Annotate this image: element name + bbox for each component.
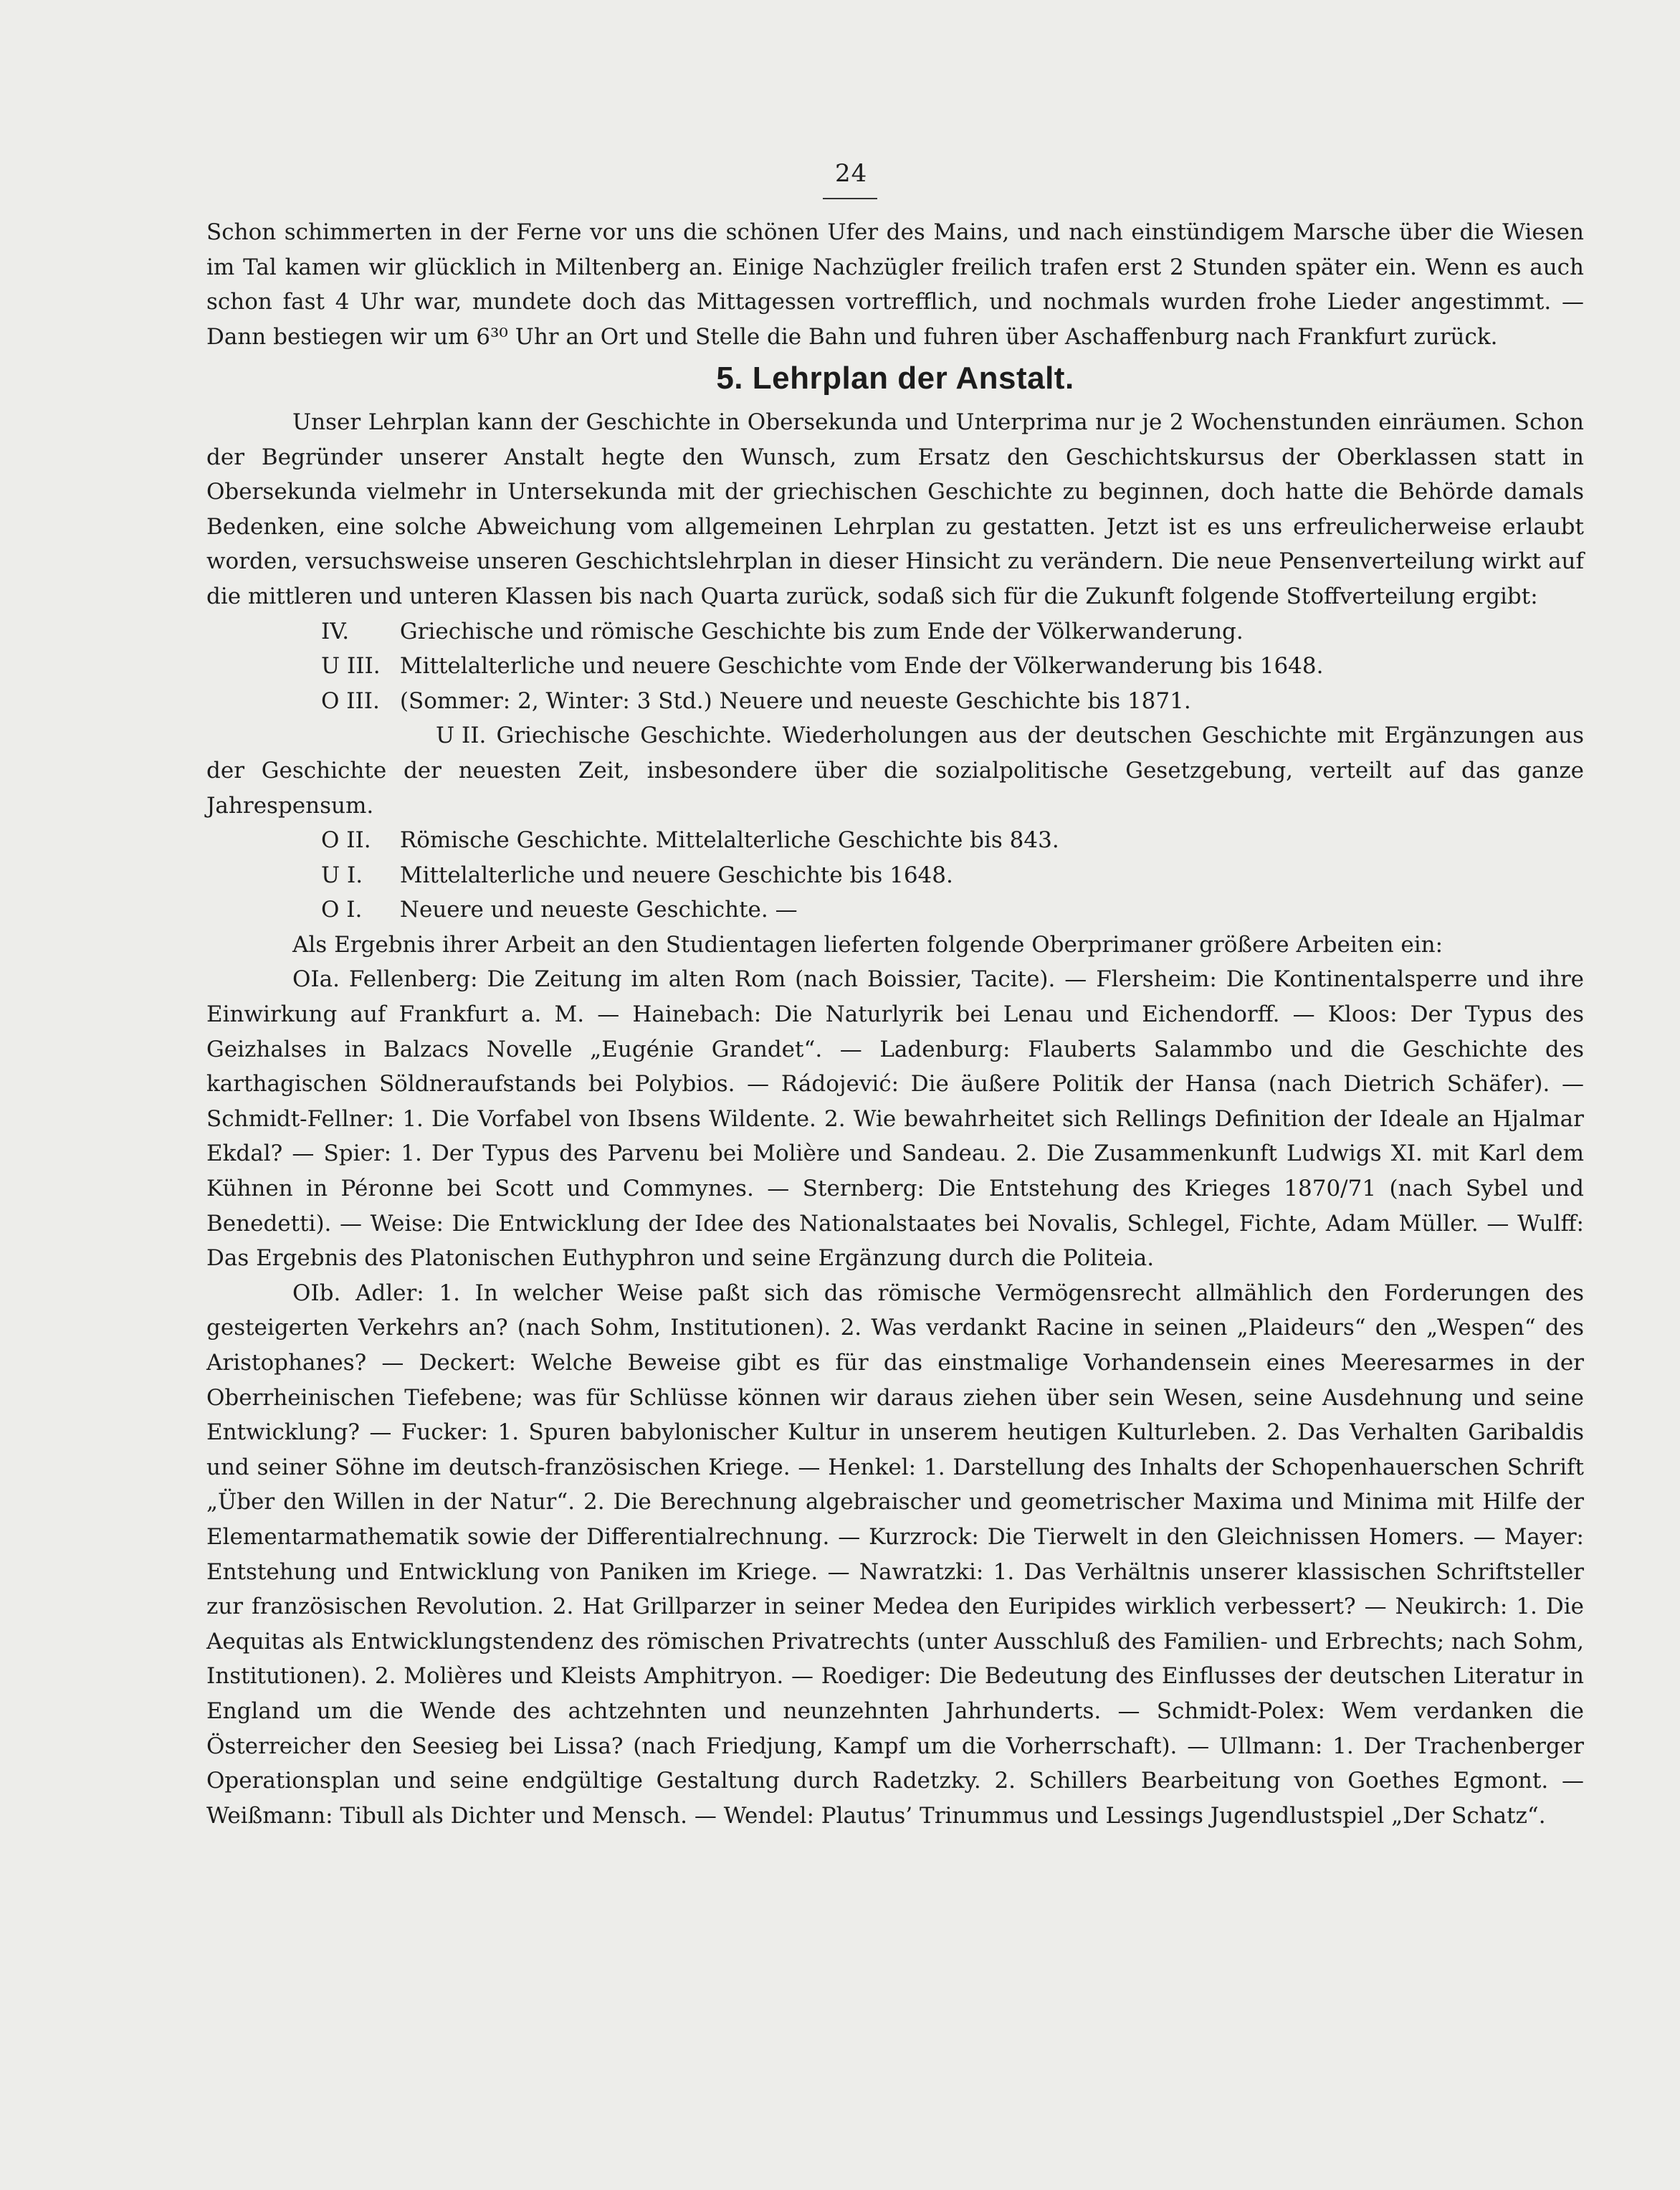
lehrplan-paragraph: Unser Lehrplan kann der Geschichte in Obersekunda und Unterprima nur je 2 Wochenstunden einräumen. Schon der Begründer unserer Anstalt hegte den Wunsch, zum Ersatz den Geschichtskursus der Oberklassen statt in Obersekunda vielmehr in Untersekunda mit der griechischen Geschichte zu beginnen, doch hatte die Behörde damals Bedenken, eine solche Abweichung vom allgemeinen Lehrplan zu gestatten. Jetzt ist es uns erfreulicherweise erlaubt worden, versuchsweise unseren Geschichtslehrplan in dieser Hinsicht zu verändern. Die neue Pensenverteilung wirkt auf die mittleren und unteren Klassen bis nach Quarta zurück, sodaß sich für die Zukunft folgende Stoffverteilung ergibt: [206, 409, 1584, 609]
course-text: Neuere und neueste Geschichte. — [399, 897, 798, 923]
course-list [206, 614, 1584, 928]
course-item [206, 649, 1584, 684]
arbeiten-intro: Als Ergebnis ihrer Arbeit an den Studientagen lieferten folgende Oberprimaner größere Arbeiten ein: [292, 931, 1443, 958]
course-item [206, 858, 1584, 893]
course-code: O III. [321, 687, 380, 714]
course-code: U I. [321, 862, 363, 888]
page-number: 24 [835, 159, 868, 188]
course-text: Griechische und römische Geschichte bis zum Ende der Völkerwanderung. [399, 618, 1244, 644]
page-number-rule [823, 198, 877, 199]
course-item [206, 684, 1584, 719]
course-text: Mittelalterliche und neuere Geschichte vom Ende der Völkerwanderung bis 1648. [399, 653, 1324, 680]
course-item [206, 718, 1584, 823]
course-code: U II. [436, 723, 487, 749]
course-item [206, 892, 1584, 928]
course-item [206, 823, 1584, 858]
course-text: Römische Geschichte. Mittelalterliche Geschichte bis 843. [399, 827, 1059, 854]
olb-paragraph: OIb. Adler: 1. In welcher Weise paßt sich das römische Vermögensrecht allmählich den Forderungen des gesteigerten Verkehrs an? (nach Sohm, Institutionen). 2. Was verdankt Racine in seinen „Plaideurs“ den „Wespen“ des Aristophanes? — Deckert: Welche Beweise gibt es für das einstmalige Vorhandensein eines Meeresarmes in der Oberrheinischen Tiefebene; was für Schlüsse können wir daraus ziehen über sein Wesen, seine Ausdehnung und seine Entwicklung? — Fucker: 1. Spuren babylonischer Kultur in unserem heutigen Kulturleben. 2. Das Verhalten Garibaldis und seiner Söhne im deutsch-französischen Kriege. — Henkel: 1. Darstellung des Inhalts der Schopenhauerschen Schrift „Über den Willen in der Natur“. 2. Die Berechnung algebraischer und geometrischer Maxima und Minima mit Hilfe der Elementarmathematik sowie der Differentialrechnung. — Kurzrock: Die Tierwelt in den Gleichnissen Homers. — Mayer: Entstehung und Entwicklung von Paniken im Kriege. — Nawratzki: 1. Das Verhältnis unserer klassischen Schriftsteller zur französischen Revolution. 2. Hat Grillparzer in seiner Medea den Euripides wirklich verbessert? — Neukirch: 1. Die Aequitas als Entwicklungstendenz des römischen Privatrechts (unter Ausschluß des Familien- und Erbrechts; nach Sohm, Institutionen). 2. Molières und Kleists Amphitryon. — Roediger: Die Bedeutung des Einflusses der deutschen Literatur in England um die Wende des achtzehnten und neunzehnten Jahrhunderts. — Schmidt-Polex: Wem verdanken die Österreicher den Seesieg bei Lissa? (nach Friedjung, Kampf um die Vorherrschaft). — Ullmann: 1. Der Trachenberger Operationsplan und seine endgültige Gestaltung durch Radetzky. 2. Schillers Bearbeitung von Goethes Egmont. — Weißmann: Tibull als Dichter und Mensch. — Wendel: Plautus’ Trinummus und Lessings Jugendlustspiel „Der Schatz“. [206, 1280, 1584, 1829]
intro-paragraph: Schon schimmerten in der Ferne vor uns die schönen Ufer des Mains, und nach einstündigem Marsche über die Wiesen im Tal kamen wir glücklich in Miltenberg an. Einige Nachzügler freilich trafen erst 2 Stunden später ein. Wenn es auch schon fast 4 Uhr war, mundete doch das Mittagessen vortrefflich, und nochmals wurden frohe Lieder angestimmt. — Dann bestiegen wir um 6³⁰ Uhr an Ort und Stelle die Bahn und fuhren über Aschaffenburg nach Frankfurt zurück. [206, 219, 1584, 350]
course-text: Griechische Geschichte. Wiederholungen aus der deutschen Geschichte mit Ergänzungen aus der Geschichte der neuesten Zeit, insbesondere über die sozialpolitische Gesetzgebung, verteilt auf das ganze Jahrespensum. [206, 723, 1584, 819]
page-body [206, 215, 1584, 1833]
course-code: U III. [321, 653, 381, 680]
course-code: O II. [321, 827, 371, 854]
course-code: O I. [321, 897, 363, 923]
section-heading: 5. Lehrplan der Anstalt. [716, 361, 1074, 396]
course-text: (Sommer: 2, Winter: 3 Std.) Neuere und neueste Geschichte bis 1871. [399, 687, 1191, 714]
course-text: Mittelalterliche und neuere Geschichte bis 1648. [399, 862, 953, 888]
ola-paragraph: OIa. Fellenberg: Die Zeitung im alten Rom (nach Boissier, Tacite). — Flersheim: Die Kontinentalsperre und ihre Einwirkung auf Frankfurt a. M. — Hainebach: Die Naturlyrik bei Lenau und Eichendorff. — Kloos: Der Typus des Geizhalses in Balzacs Novelle „Eugénie Grandet“. — Ladenburg: Flauberts Salammbo und die Geschichte des karthagischen Söldneraufstands bei Polybios. — Rádojević: Die äußere Politik der Hansa (nach Dietrich Schäfer). — Schmidt-Fellner: 1. Die Vorfabel von Ibsens Wildente. 2. Wie bewahrheitet sich Rellings Definition der Ideale an Hjalmar Ekdal? — Spier: 1. Der Typus des Parvenu bei Molière und Sandeau. 2. Die Zusammenkunft Ludwigs XI. mit Karl dem Kühnen in Péronne bei Scott und Commynes. — Sternberg: Die Entstehung des Krieges 1870/71 (nach Sybel und Benedetti). — Weise: Die Entwicklung der Idee des Nationalstaates bei Novalis, Schlegel, Fichte, Adam Müller. — Wulff: Das Ergebnis des Platonischen Euthyphron und seine Ergänzung durch die Politeia. [206, 966, 1584, 1272]
course-code: IV. [321, 618, 350, 644]
course-item [206, 614, 1584, 649]
